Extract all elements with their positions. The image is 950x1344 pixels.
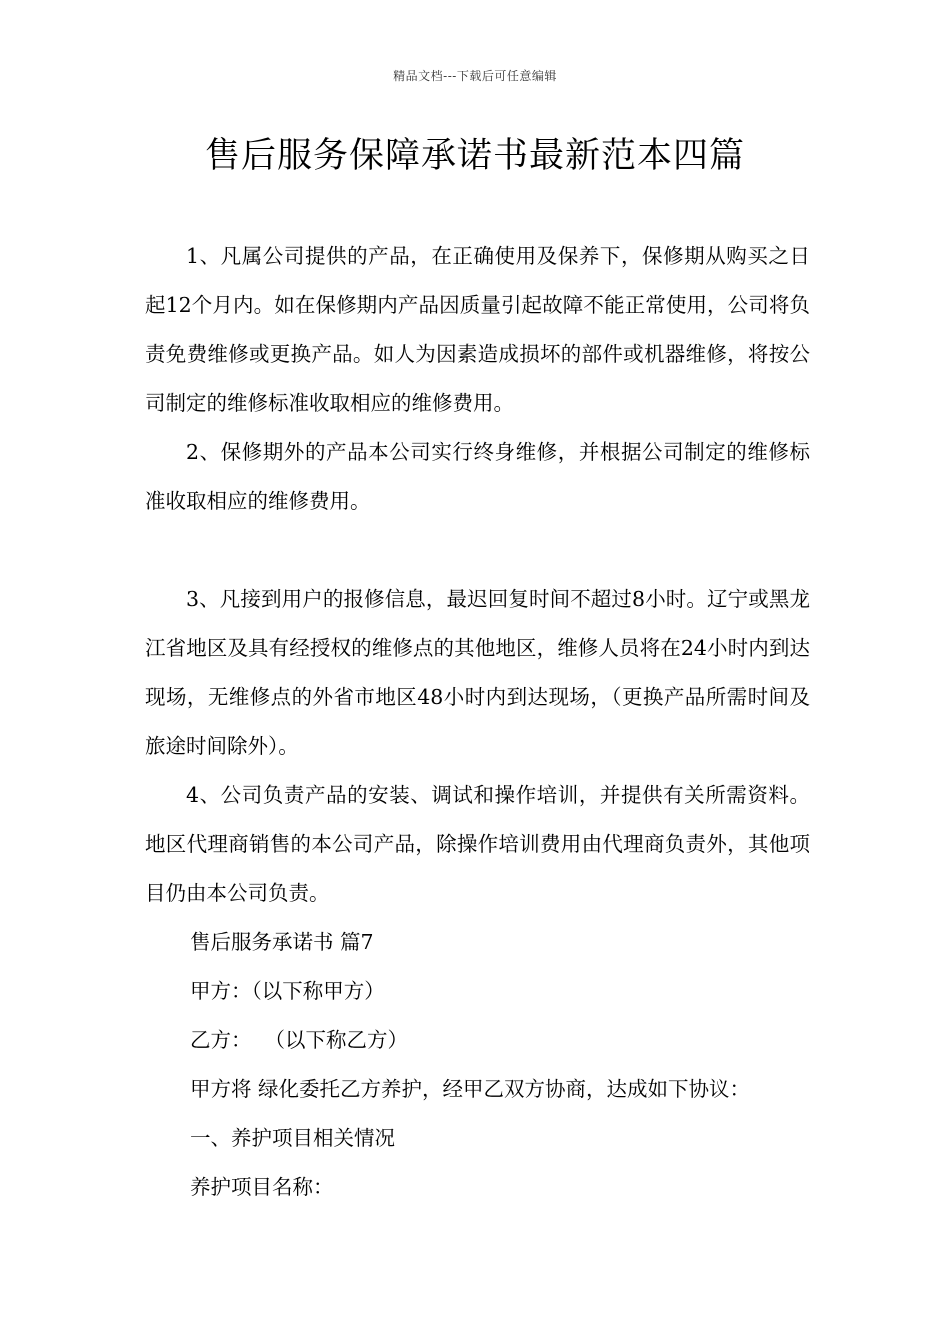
section-1-heading: 一、养护项目相关情况 xyxy=(190,1126,395,1150)
document-body xyxy=(145,232,810,1212)
paragraph-4: 4、公司负责产品的安装、调试和操作培训，并提供有关所需资料。地区代理商销售的本公司产品，除操作培训费用由代理商负责外，其他项目仍由本公司负责。 xyxy=(145,783,810,905)
paragraph-3: 3、凡接到用户的报修信息，最迟回复时间不超过8小时。辽宁或黑龙江省地区及具有经授权的维修点的其他地区，维修人员将在24小时内到达现场，无维修点的外省市地区48小时内到达现场，（更换产品所需时间及旅途时间除外）。 xyxy=(145,587,810,758)
party-a-line: 甲方：（以下称甲方） xyxy=(190,979,385,1003)
agreement-intro-line: 甲方将 绿化委托乙方养护，经甲乙双方协商，达成如下协议： xyxy=(190,1077,751,1101)
header-watermark: 精品文档---下载后可任意编辑 xyxy=(393,69,557,83)
section-heading-pian7: 售后服务承诺书 篇7 xyxy=(190,930,374,954)
paragraph-spacer xyxy=(145,526,810,575)
document-title: 售后服务保障承诺书最新范本四篇 xyxy=(204,136,745,176)
party-b-line: 乙方： （以下称乙方） xyxy=(190,1028,409,1052)
project-name-label: 养护项目名称： xyxy=(190,1175,334,1199)
paragraph-1: 1、凡属公司提供的产品，在正确使用及保养下，保修期从购买之日起12个月内。如在保修期内产品因质量引起故障不能正常使用，公司将负责免费维修或更换产品。如人为因素造成损坏的部件或机器维修，将按公司制定的维修标准收取相应的维修费用。 xyxy=(145,244,810,415)
paragraph-2: 2、保修期外的产品本公司实行终身维修，并根据公司制定的维修标准收取相应的维修费用。 xyxy=(145,440,810,513)
